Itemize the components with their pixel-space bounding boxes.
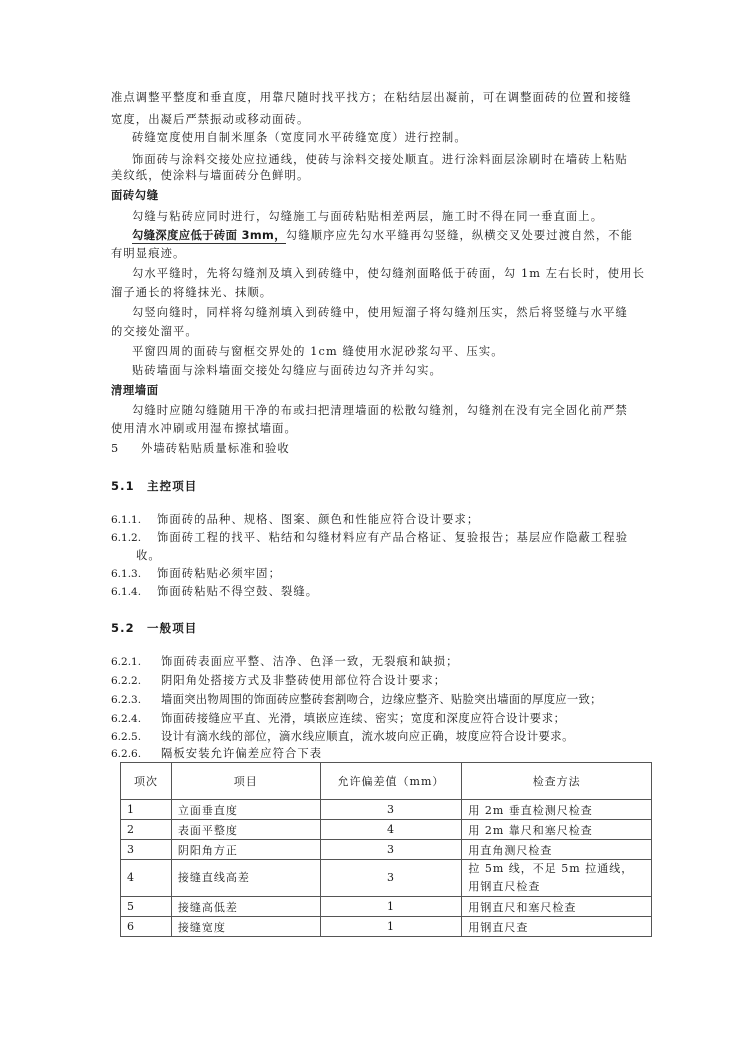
- list-item: [111, 584, 318, 600]
- header-cell-no: 项次: [121, 763, 172, 800]
- table-row: [121, 897, 652, 917]
- item-number: 6.1.3.: [111, 568, 142, 580]
- table-row: [121, 820, 652, 840]
- paragraph-line: 美纹纸，使涂料与墙面砖分色鲜明。: [111, 169, 310, 182]
- table-row: [121, 840, 652, 860]
- item-number: 6.2.5.: [111, 731, 142, 743]
- header-cell-tolerance: 允许偏差值（mm）: [320, 763, 462, 800]
- cell-item: 立面垂直度: [171, 800, 320, 820]
- paragraph-line: 宽度，出凝后严禁振动或移动面砖。: [111, 113, 310, 126]
- paragraph-text: 勾缝顺序应先勾水平缝再勾竖缝，纵横交叉处要过渡自然，不能: [285, 229, 634, 242]
- section-heading-pointing: 面砖勾缝: [111, 189, 159, 202]
- paragraph-line: 溜子通长的将缝抹光、抹顺。: [111, 286, 273, 299]
- cell-tolerance: 1: [320, 897, 462, 917]
- cell-method: 用直角测尺检查: [462, 840, 652, 860]
- list-item: [111, 566, 281, 582]
- list-item: [111, 512, 479, 528]
- section-number: 5.2: [111, 621, 135, 635]
- cell-item: 接缝直线高差: [171, 860, 320, 897]
- chapter-title: 外墙砖粘贴质量标准和验收: [141, 442, 290, 455]
- paragraph: 贴砖墙面与涂料墙面交接处勾缝应与面砖边勾齐并勾实。: [132, 364, 442, 377]
- section-heading-5-2: [111, 620, 197, 636]
- paragraph-line: [132, 228, 633, 244]
- cell-no: 6: [121, 917, 172, 937]
- list-item: [111, 673, 446, 689]
- item-number: 6.2.1.: [111, 656, 142, 668]
- item-text: 饰面砖接缝应平直、光滑，填嵌应连续、密实；宽度和深度应符合设计要求；: [161, 712, 566, 725]
- list-item: [111, 711, 566, 727]
- cell-method-line: 拉 5m 线，不足 5m 拉通线，: [468, 862, 634, 875]
- cell-item: 接缝宽度: [171, 917, 320, 937]
- cell-method-line: 用钢直尺检查: [468, 880, 541, 893]
- section-heading-5-1: [111, 478, 197, 494]
- chapter-heading: [111, 441, 290, 457]
- table-header-row: [121, 763, 652, 800]
- item-number: 6.1.2.: [111, 532, 142, 544]
- paragraph-line: 饰面砖与涂料交接处应拉通线，使砖与涂料交接处顺直。进行涂料面层涂刷时在墙砖上粘贴: [132, 153, 628, 166]
- item-number: 6.1.4.: [111, 586, 142, 598]
- item-number: 6.1.1.: [111, 514, 142, 526]
- item-continuation: 收。: [136, 549, 161, 562]
- paragraph-line: 准点调整平整度和垂直度，用靠尺随时找平找方；在粘结层出凝前，可在调整面砖的位置和接缝: [111, 91, 632, 104]
- cell-no: 2: [121, 820, 172, 840]
- cell-tolerance: 3: [320, 800, 462, 820]
- item-text: 饰面砖工程的找平、粘结和勾缝材料应有产品合格证、复验报告；基层应作隐蔽工程验: [157, 531, 629, 544]
- paragraph: 平窗四周的面砖与窗框交界处的 1cm 缝使用水泥砂浆勾平、压实。: [132, 345, 504, 358]
- cell-item: 阴阳角方正: [171, 840, 320, 860]
- header-cell-item: 项目: [171, 763, 320, 800]
- cell-tolerance: 3: [320, 840, 462, 860]
- cell-no: 1: [121, 800, 172, 820]
- header-cell-method: 检查方法: [462, 763, 652, 800]
- cell-method: 用 2m 垂直检测尺检查: [462, 800, 652, 820]
- item-text: 设计有滴水线的部位，滴水线应顺直，流水坡向应正确，坡度应符合设计要求。: [161, 730, 574, 743]
- item-number: 6.2.6.: [111, 748, 142, 760]
- section-title: 主控项目: [147, 479, 198, 493]
- cell-no: 3: [121, 840, 172, 860]
- section-heading-cleaning: 清理墙面: [111, 384, 159, 397]
- cell-method: 用钢直尺和塞尺检查: [462, 897, 652, 917]
- cell-method: [462, 860, 652, 897]
- paragraph-line: 有明显痕迹。: [111, 247, 186, 260]
- item-number: 6.2.2.: [111, 675, 142, 687]
- item-text: 饰面砖表面应平整、洁净、色泽一致，无裂痕和缺损；: [161, 655, 459, 668]
- table-row: [121, 860, 652, 897]
- list-item: [111, 746, 322, 762]
- section-title: 一般项目: [147, 621, 198, 635]
- section-number: 5.1: [111, 479, 135, 493]
- list-item: [111, 729, 574, 745]
- cell-no: 4: [121, 860, 172, 897]
- item-number: 6.2.4.: [111, 713, 142, 725]
- list-item: [111, 530, 628, 546]
- deviation-table: [120, 762, 652, 937]
- chapter-number: 5: [111, 442, 120, 455]
- table-row: [121, 917, 652, 937]
- paragraph-line: 使用清水冲刷或用湿布擦拭墙面。: [111, 422, 297, 435]
- paragraph-line: 勾缝时应随勾缝随用干净的布或扫把清理墙面的松散勾缝剂，勾缝剂在没有完全固化前严禁: [132, 404, 628, 417]
- list-item: [111, 654, 459, 670]
- paragraph-line: 勾水平缝时，先将勾缝剂及填入到砖缝中，使勾缝剂面略低于砖面，勾 1m 左右长时，使用长: [132, 267, 645, 280]
- item-text: 饰面砖粘贴必须牢固；: [157, 567, 281, 580]
- cell-item: 接缝高低差: [171, 897, 320, 917]
- item-text: 饰面砖的品种、规格、图案、颜色和性能应符合设计要求；: [157, 513, 480, 526]
- cell-tolerance: 4: [320, 820, 462, 840]
- cell-tolerance: 3: [320, 860, 462, 897]
- list-item: [111, 692, 602, 708]
- paragraph: 砖缝宽度使用自制米厘条（宽度同水平砖缝宽度）进行控制。: [132, 131, 467, 144]
- cell-item: 表面平整度: [171, 820, 320, 840]
- item-text: 饰面砖粘贴不得空鼓、裂缝。: [157, 585, 319, 598]
- paragraph: 勾缝与粘砖应同时进行，勾缝施工与面砖粘贴相差两层，施工时不得在同一垂直面上。: [132, 210, 604, 223]
- item-text: 阴阳角处搭接方式及非整砖使用部位符合设计要求；: [161, 674, 447, 687]
- cell-no: 5: [121, 897, 172, 917]
- table-row: [121, 800, 652, 820]
- cell-method: 用 2m 靠尺和塞尺检查: [462, 820, 652, 840]
- paragraph-line: 勾竖向缝时，同样将勾缝剂填入到砖缝中，使用短溜子将勾缝剂压实，然后将竖缝与水平缝: [132, 306, 628, 319]
- item-text: 隔板安装允许偏差应符合下表: [161, 747, 323, 760]
- emphasis-underlined: 勾缝深度应低于砖面 3mm，: [132, 229, 286, 242]
- item-text: 墙面突出物周围的饰面砖应整砖套割吻合，边缘应整齐、贴脸突出墙面的厚度应一致；: [161, 693, 602, 706]
- item-number: 6.2.3.: [111, 694, 142, 706]
- cell-tolerance: 1: [320, 917, 462, 937]
- paragraph-line: 的交接处溜平。: [111, 325, 198, 338]
- cell-method: 用钢直尺查: [462, 917, 652, 937]
